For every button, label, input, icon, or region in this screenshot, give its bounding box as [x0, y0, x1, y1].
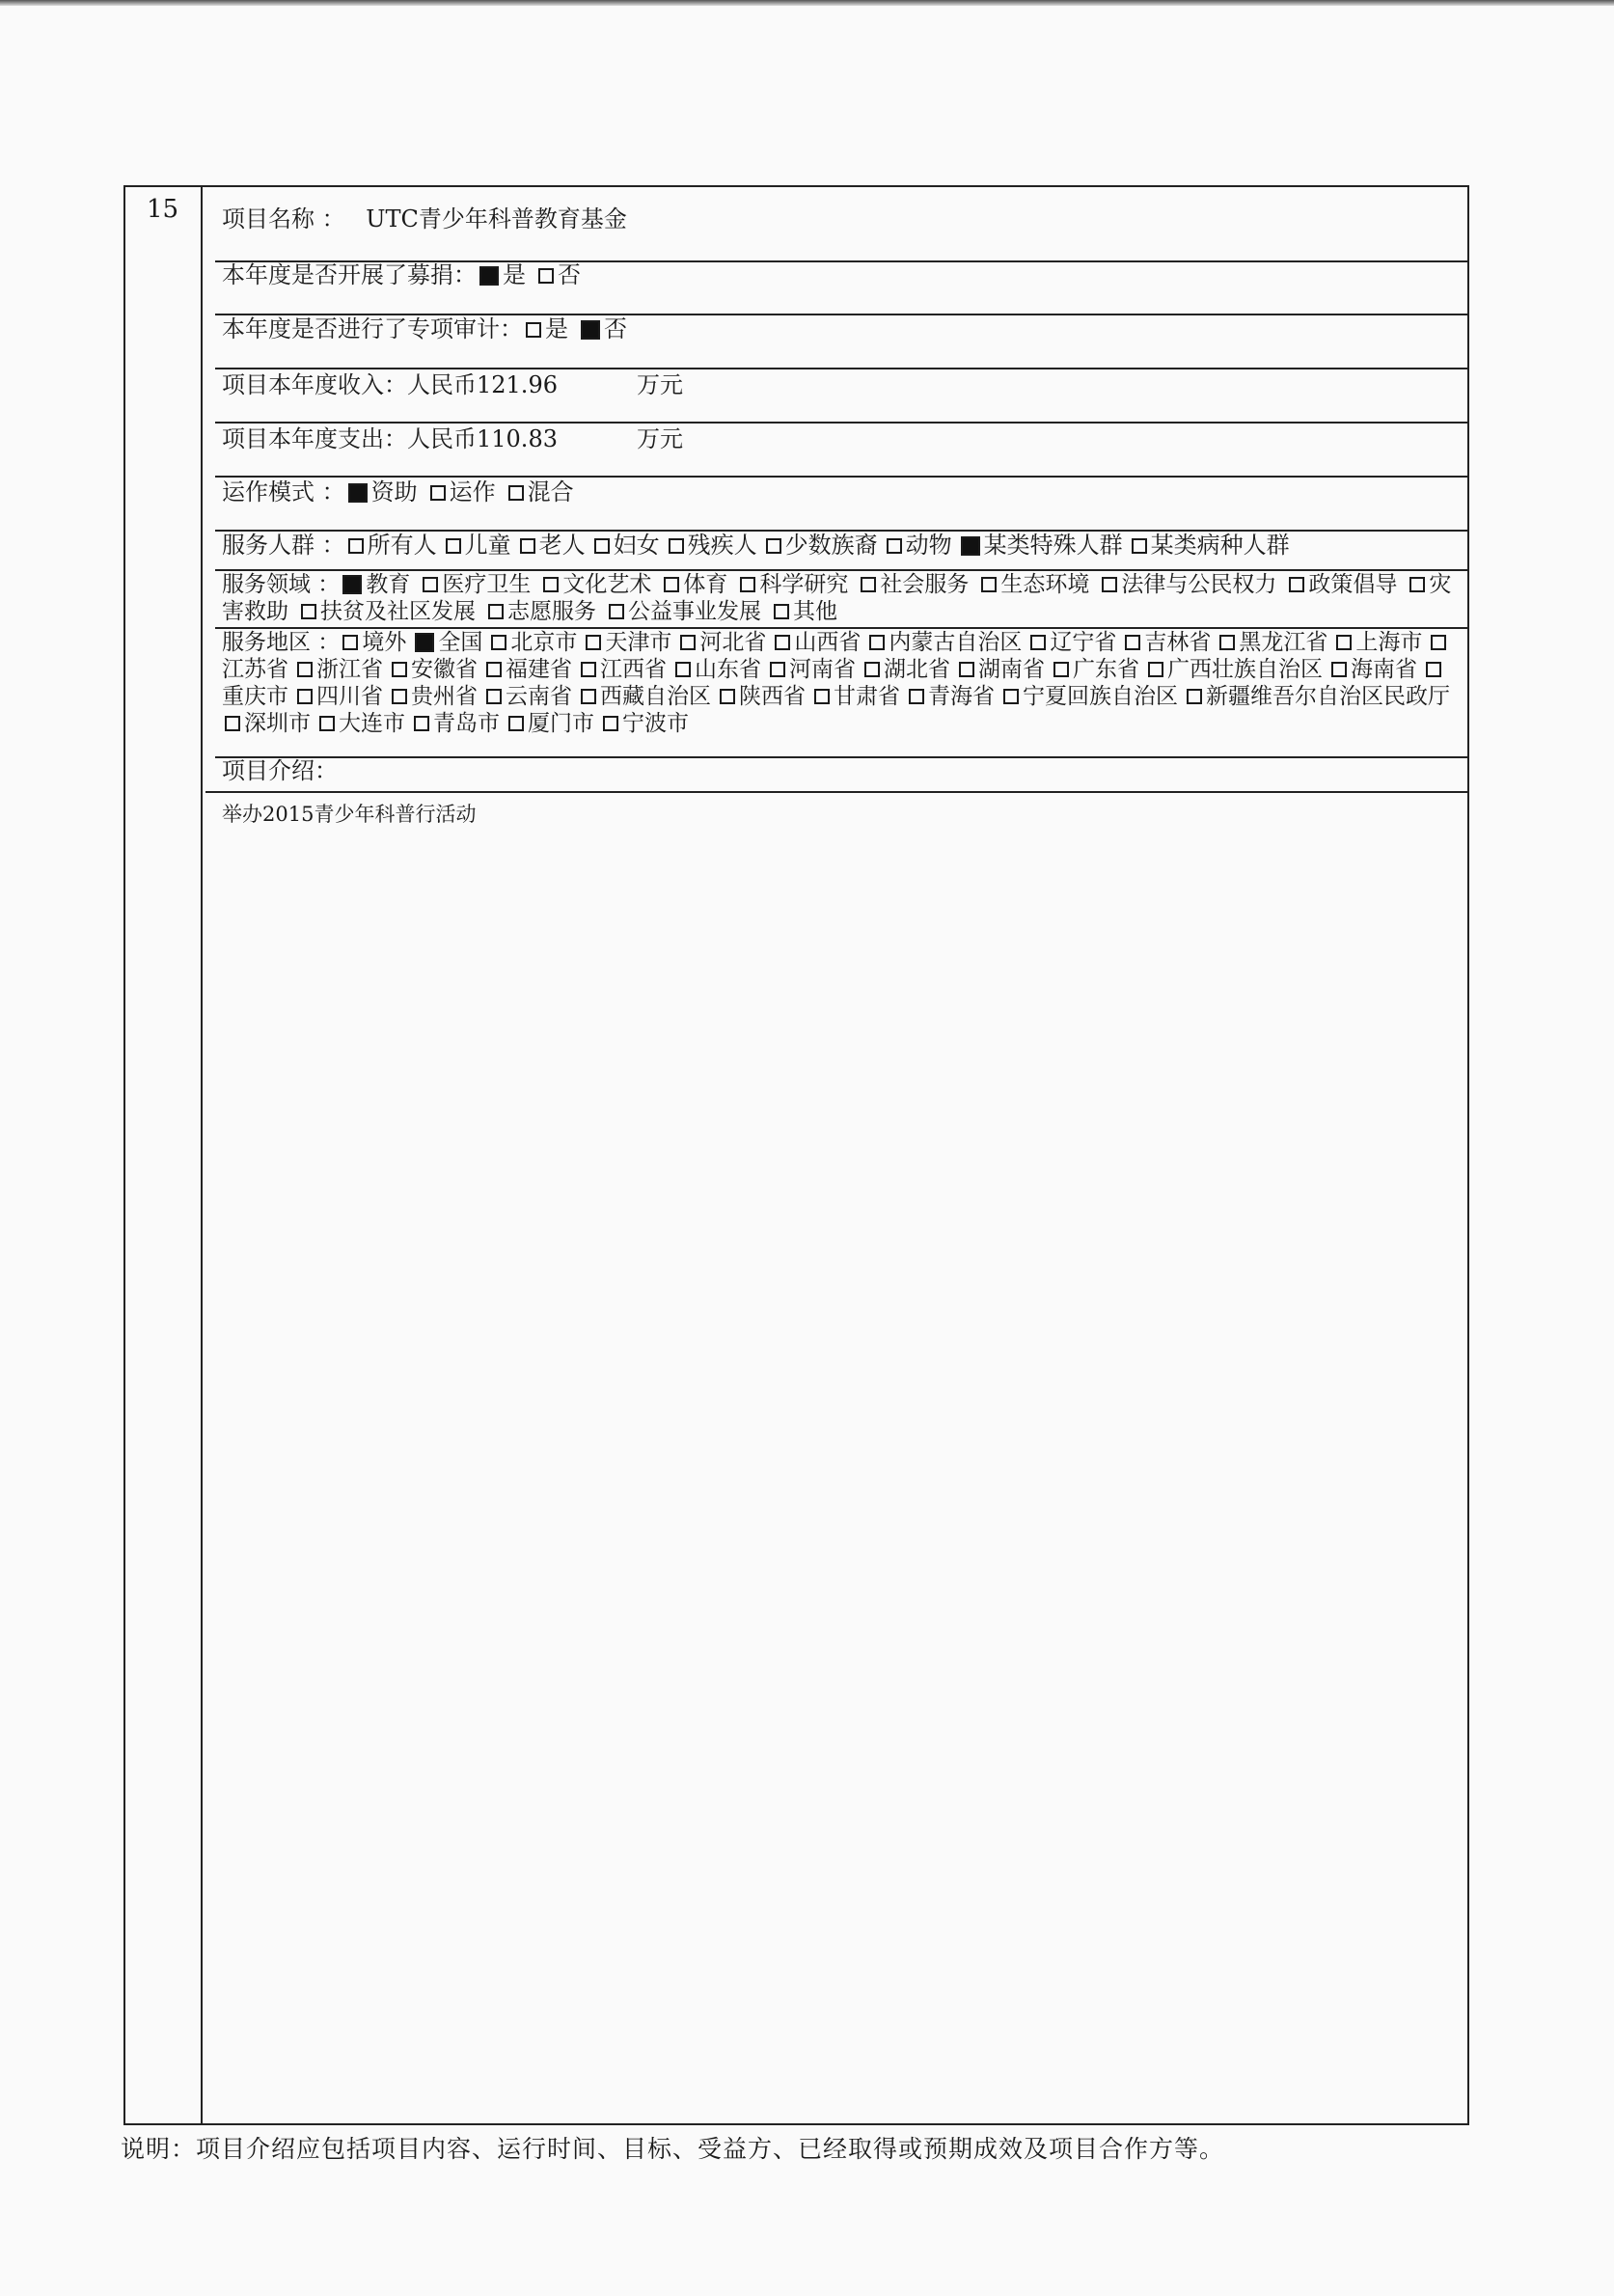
- service-groups-label: 服务人群 ：: [222, 532, 345, 559]
- option-service-regions: [488, 630, 577, 655]
- row-divider: [205, 791, 1469, 793]
- checkbox-unchecked: [586, 635, 601, 650]
- checkbox-unchecked: [543, 577, 559, 592]
- option-service-regions: [1184, 684, 1450, 709]
- option-label: 江西省: [600, 657, 667, 682]
- option-service-regions: [340, 630, 406, 655]
- checkbox-unchecked: [1148, 662, 1163, 677]
- option-service-regions: [811, 684, 900, 709]
- option-service-groups: [666, 532, 757, 559]
- option-label: 政策倡导: [1308, 572, 1398, 597]
- checkbox-unchecked: [603, 716, 618, 731]
- option-label: 山西省: [794, 630, 862, 655]
- checkbox-unchecked: [1289, 577, 1304, 592]
- option-service-regions: [672, 657, 761, 682]
- checkbox-unchecked: [609, 604, 624, 619]
- option-label: 湖南省: [978, 657, 1045, 682]
- option-label: 动物: [905, 532, 952, 559]
- expense-row: [222, 424, 683, 453]
- option-service-regions: [906, 684, 995, 709]
- option-service-groups: [443, 532, 511, 559]
- checkbox-unchecked: [508, 485, 524, 501]
- option-service-regions: [483, 684, 572, 709]
- income-amount: 121.96: [477, 371, 558, 398]
- audit-row: [222, 314, 637, 343]
- checkbox-unchecked: [319, 716, 335, 731]
- option-service-fields: [771, 599, 837, 624]
- option-label: 厦门市: [528, 711, 594, 736]
- checkbox-unchecked: [301, 604, 316, 619]
- option-label: 公益事业发展: [628, 599, 761, 624]
- option-service-regions: [389, 684, 478, 709]
- checkbox-unchecked: [488, 604, 504, 619]
- option-label: 黑龙江省: [1239, 630, 1328, 655]
- option-fundraising: [477, 261, 526, 288]
- service-regions-row: [222, 629, 1466, 737]
- option-service-fields: [1099, 572, 1276, 597]
- option-service-groups: [591, 532, 660, 559]
- checkbox-unchecked: [959, 662, 974, 677]
- checkbox-checked: [479, 266, 499, 286]
- checkbox-unchecked: [1426, 662, 1441, 677]
- project-intro-label: 项目介绍：: [222, 757, 338, 784]
- option-label: 内蒙古自治区: [889, 630, 1023, 655]
- row-number: 15: [147, 195, 179, 224]
- footnote: 说明：项目介绍应包括项目内容、运行时间、目标、受益方、已经取得或预期成效及项目合作方等。: [121, 2135, 1225, 2163]
- option-operation-mode: [427, 478, 496, 506]
- option-label: 新疆维吾尔自治区民政厅: [1206, 684, 1450, 709]
- option-label: 教育: [366, 572, 411, 597]
- checkbox-unchecked: [430, 485, 446, 501]
- checkbox-unchecked: [520, 538, 535, 554]
- option-service-regions: [1145, 657, 1323, 682]
- option-service-regions: [411, 711, 500, 736]
- option-service-regions: [294, 657, 383, 682]
- option-service-groups: [884, 532, 952, 559]
- option-label: 灾害救助: [222, 572, 1452, 624]
- checkbox-unchecked: [864, 662, 880, 677]
- operation-mode-label: 运作模式 ：: [222, 478, 345, 506]
- service-fields-label: 服务领域 ：: [222, 572, 341, 597]
- service-groups-row: [222, 531, 1296, 560]
- checkbox-unchecked: [446, 538, 461, 554]
- operation-mode-row: [222, 478, 584, 506]
- option-label: 广西壮族自治区: [1167, 657, 1323, 682]
- checkbox-unchecked: [392, 662, 407, 677]
- fundraising-label: 本年度是否开展了募捐：: [222, 261, 477, 288]
- option-label: 青岛市: [433, 711, 500, 736]
- option-label: 福建省: [506, 657, 572, 682]
- option-label: 社会服务: [880, 572, 970, 597]
- checkbox-unchecked: [861, 577, 876, 592]
- checkbox-unchecked: [669, 538, 684, 554]
- option-service-regions: [483, 657, 572, 682]
- service-fields-row: [222, 571, 1466, 625]
- checkbox-unchecked: [1125, 635, 1140, 650]
- project-name-row: [222, 205, 627, 233]
- option-label: 否: [604, 315, 627, 342]
- option-label: 是: [503, 261, 526, 288]
- option-label: 法律与公民权力: [1121, 572, 1277, 597]
- option-label: 大连市: [339, 711, 405, 736]
- row-divider: [215, 756, 1469, 758]
- option-label: 某类病种人群: [1150, 532, 1290, 559]
- option-service-regions: [866, 630, 1022, 655]
- checkbox-unchecked: [594, 538, 610, 554]
- option-label: 扶贫及社区发展: [320, 599, 476, 624]
- option-label: 西藏自治区: [600, 684, 711, 709]
- expense-unit: 万元: [636, 425, 683, 452]
- checkbox-unchecked: [225, 716, 240, 731]
- option-audit: [578, 315, 627, 342]
- checkbox-unchecked: [1409, 577, 1425, 592]
- expense-label: 项目本年度支出：: [222, 425, 407, 452]
- option-label: 北京市: [510, 630, 578, 655]
- checkbox-unchecked: [770, 662, 785, 677]
- checkbox-unchecked: [486, 662, 502, 677]
- income-row: [222, 370, 683, 399]
- checkbox-unchecked: [1030, 635, 1046, 650]
- row-divider: [215, 368, 1469, 369]
- option-service-fields: [340, 572, 410, 597]
- option-service-regions: [1217, 630, 1327, 655]
- service-regions-label: 服务地区 ：: [222, 630, 341, 655]
- option-label: 云南省: [506, 684, 572, 709]
- option-label: 宁波市: [622, 711, 689, 736]
- checkbox-unchecked: [814, 689, 830, 704]
- option-service-regions: [956, 657, 1045, 682]
- option-label: 资助: [370, 478, 418, 506]
- option-service-groups: [1129, 532, 1290, 559]
- checkbox-checked: [581, 320, 600, 340]
- option-service-fields: [737, 572, 848, 597]
- fundraising-row: [222, 260, 590, 289]
- option-label: 某类特殊人群: [983, 532, 1123, 559]
- checkbox-unchecked: [909, 689, 924, 704]
- checkbox-unchecked: [1187, 689, 1202, 704]
- option-label: 境外: [362, 630, 407, 655]
- checkbox-unchecked: [538, 268, 554, 284]
- option-service-regions: [578, 684, 711, 709]
- checkbox-checked: [342, 575, 362, 594]
- option-label: 体育: [683, 572, 728, 597]
- option-label: 重庆市: [222, 684, 288, 709]
- checkbox-unchecked: [675, 662, 691, 677]
- option-service-regions: [1000, 684, 1178, 709]
- option-label: 甘肃省: [834, 684, 900, 709]
- option-service-regions: [389, 657, 478, 682]
- page-top-edge: [0, 0, 1614, 6]
- option-label: 运作: [449, 478, 496, 506]
- expense-amount: 110.83: [477, 425, 558, 452]
- checkbox-unchecked: [740, 577, 755, 592]
- option-service-regions: [412, 630, 482, 655]
- option-label: 残疾人: [687, 532, 757, 559]
- option-service-regions: [600, 711, 689, 736]
- option-service-fields: [485, 599, 596, 624]
- checkbox-unchecked: [1431, 635, 1446, 650]
- option-fundraising: [535, 261, 581, 288]
- option-service-fields: [661, 572, 727, 597]
- checkbox-unchecked: [581, 689, 596, 704]
- checkbox-unchecked: [297, 689, 313, 704]
- option-label: 吉林省: [1144, 630, 1212, 655]
- checkbox-unchecked: [887, 538, 902, 554]
- option-label: 全国: [438, 630, 483, 655]
- option-label: 生态环境: [1000, 572, 1090, 597]
- option-service-regions: [1027, 630, 1116, 655]
- option-service-regions: [578, 657, 667, 682]
- project-intro-text: 举办2015青少年科普行活动: [222, 803, 477, 826]
- checkbox-checked: [415, 633, 434, 652]
- row-divider: [215, 422, 1469, 424]
- option-label: 混合: [527, 478, 574, 506]
- checkbox-unchecked: [423, 577, 438, 592]
- option-label: 陕西省: [739, 684, 806, 709]
- option-label: 志愿服务: [507, 599, 596, 624]
- option-label: 广东省: [1073, 657, 1139, 682]
- checkbox-unchecked: [1102, 577, 1117, 592]
- option-label: 海南省: [1351, 657, 1417, 682]
- income-unit: 万元: [636, 371, 683, 398]
- audit-label: 本年度是否进行了专项审计：: [222, 315, 523, 342]
- checkbox-unchecked: [1132, 538, 1147, 554]
- option-label: 所有人: [367, 532, 437, 559]
- checkbox-unchecked: [486, 689, 502, 704]
- checkbox-unchecked: [392, 689, 407, 704]
- option-label: 天津市: [605, 630, 672, 655]
- option-service-regions: [222, 711, 311, 736]
- checkbox-unchecked: [491, 635, 506, 650]
- checkbox-unchecked: [1219, 635, 1235, 650]
- option-service-groups: [763, 532, 878, 559]
- option-label: 四川省: [316, 684, 383, 709]
- option-service-regions: [506, 711, 594, 736]
- option-service-regions: [717, 684, 806, 709]
- option-service-regions: [294, 684, 383, 709]
- checkbox-unchecked: [297, 662, 313, 677]
- checkbox-unchecked: [348, 538, 364, 554]
- option-operation-mode: [345, 478, 418, 506]
- option-label: 儿童: [464, 532, 511, 559]
- option-label: 文化艺术: [562, 572, 652, 597]
- option-label: 河南省: [789, 657, 856, 682]
- checkbox-unchecked: [720, 689, 735, 704]
- option-service-fields: [606, 599, 761, 624]
- option-service-fields: [420, 572, 531, 597]
- income-label: 项目本年度收入：: [222, 371, 407, 398]
- checkbox-unchecked: [526, 322, 541, 338]
- checkbox-unchecked: [342, 635, 358, 650]
- checkbox-unchecked: [1336, 635, 1352, 650]
- option-label: 青海省: [928, 684, 995, 709]
- checkbox-unchecked: [981, 577, 997, 592]
- option-label: 江苏省: [222, 657, 288, 682]
- option-label: 否: [558, 261, 581, 288]
- option-label: 少数族裔: [784, 532, 878, 559]
- checkbox-unchecked: [664, 577, 679, 592]
- checkbox-unchecked: [581, 662, 596, 677]
- checkbox-unchecked: [508, 716, 524, 731]
- checkbox-unchecked: [1331, 662, 1347, 677]
- checkbox-unchecked: [1003, 689, 1019, 704]
- option-service-regions: [862, 657, 950, 682]
- option-service-fields: [540, 572, 651, 597]
- option-label: 医疗卫生: [442, 572, 532, 597]
- expense-currency: 人民币: [407, 425, 477, 452]
- option-label: 深圳市: [244, 711, 311, 736]
- option-service-fields: [1286, 572, 1397, 597]
- checkbox-checked: [961, 536, 980, 556]
- option-service-fields: [298, 599, 476, 624]
- project-intro-row: [222, 756, 338, 785]
- checkbox-unchecked: [680, 635, 696, 650]
- project-name-label: 项目名称 ：: [222, 205, 345, 232]
- project-name-value: UTC青少年科普教育基金: [366, 205, 627, 232]
- option-label: 老人: [538, 532, 586, 559]
- option-service-groups: [958, 532, 1123, 559]
- option-service-regions: [583, 630, 671, 655]
- income-currency: 人民币: [407, 371, 477, 398]
- checkbox-unchecked: [1053, 662, 1069, 677]
- option-service-groups: [517, 532, 586, 559]
- option-label: 河北省: [699, 630, 767, 655]
- option-service-regions: [1051, 657, 1139, 682]
- option-operation-mode: [506, 478, 574, 506]
- option-service-regions: [316, 711, 405, 736]
- option-service-fields: [978, 572, 1089, 597]
- checkbox-unchecked: [869, 635, 885, 650]
- checkbox-unchecked: [774, 604, 789, 619]
- option-service-fields: [858, 572, 969, 597]
- option-label: 是: [545, 315, 568, 342]
- option-label: 宁夏回族自治区: [1023, 684, 1178, 709]
- option-service-regions: [772, 630, 861, 655]
- option-service-regions: [1333, 630, 1422, 655]
- option-label: 贵州省: [411, 684, 478, 709]
- option-label: 其他: [793, 599, 837, 624]
- option-label: 妇女: [613, 532, 660, 559]
- checkbox-checked: [348, 483, 368, 503]
- option-service-regions: [1122, 630, 1211, 655]
- option-label: 上海市: [1355, 630, 1423, 655]
- checkbox-unchecked: [775, 635, 790, 650]
- number-column-divider: [201, 185, 203, 2125]
- option-label: 安徽省: [411, 657, 478, 682]
- option-label: 科学研究: [759, 572, 849, 597]
- option-service-regions: [677, 630, 766, 655]
- option-label: 湖北省: [884, 657, 950, 682]
- option-service-regions: [1328, 657, 1417, 682]
- checkbox-unchecked: [766, 538, 781, 554]
- option-service-regions: [767, 657, 856, 682]
- option-label: 浙江省: [316, 657, 383, 682]
- option-audit: [523, 315, 568, 342]
- checkbox-unchecked: [414, 716, 429, 731]
- option-service-groups: [345, 532, 437, 559]
- option-label: 山东省: [695, 657, 761, 682]
- option-label: 辽宁省: [1050, 630, 1117, 655]
